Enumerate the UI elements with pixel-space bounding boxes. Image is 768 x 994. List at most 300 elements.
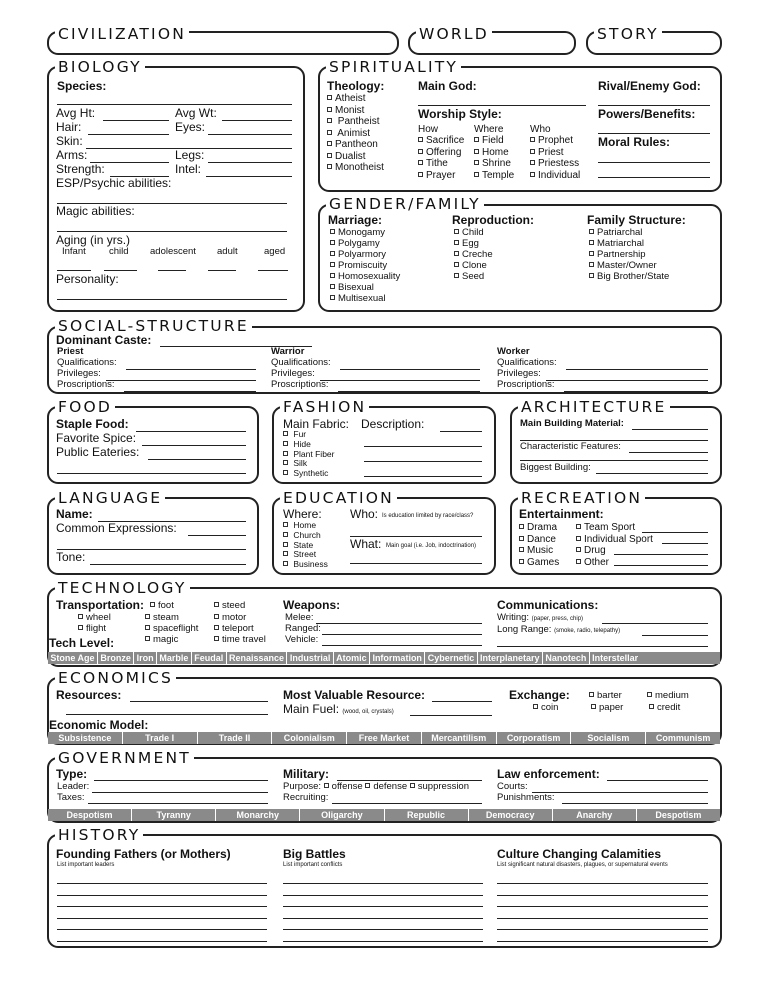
history-line[interactable] (57, 895, 267, 896)
courts-line[interactable] (532, 792, 708, 793)
checkbox-icon[interactable] (519, 559, 524, 564)
worker-qual-line[interactable] (566, 369, 708, 370)
checkbox-icon[interactable] (418, 149, 423, 154)
exchange-paper[interactable] (591, 703, 623, 714)
checkbox-icon[interactable] (474, 149, 479, 154)
checkbox-icon[interactable] (418, 137, 423, 142)
checkbox-icon[interactable] (330, 273, 335, 278)
recreation-individual-sport[interactable] (576, 534, 653, 546)
checkbox-icon[interactable] (283, 470, 288, 475)
economics-title: ECONOMICS (55, 670, 176, 686)
checkbox-icon[interactable] (283, 460, 288, 465)
age-child-line[interactable] (104, 270, 137, 271)
checkbox-icon[interactable] (283, 451, 288, 456)
theology-pantheon[interactable] (327, 139, 384, 151)
staple-food-line[interactable] (136, 431, 246, 432)
checkbox-icon[interactable] (647, 692, 652, 697)
history-line[interactable] (57, 941, 267, 942)
how-sacrifice[interactable] (418, 135, 464, 147)
tech-level-10[interactable]: Interplanetary (478, 652, 543, 664)
expressions-line-2[interactable] (57, 549, 246, 550)
recruiting-line[interactable] (332, 803, 482, 804)
education-who-label: Who: (350, 507, 379, 521)
option-label: Master/Owner (597, 259, 657, 271)
checkbox-icon[interactable] (589, 273, 594, 278)
tech-level-6[interactable]: Industrial (287, 652, 333, 664)
checkbox-icon[interactable] (474, 172, 479, 177)
architecture-line-4[interactable] (520, 460, 708, 461)
checkbox-icon[interactable] (283, 561, 288, 566)
checkbox-icon[interactable] (327, 107, 332, 112)
dominant-caste-label: Dominant Caste: (56, 333, 152, 347)
tech-level-5[interactable]: Renaissance (227, 652, 288, 664)
checkbox-icon[interactable] (589, 251, 594, 256)
economic-model-8[interactable]: Communism (655, 733, 711, 743)
favorite-spice-label: Favorite Spice: (56, 431, 137, 445)
checkbox-icon[interactable] (327, 130, 332, 135)
economic-model-label: Economic Model: (49, 718, 149, 732)
history-line[interactable] (497, 929, 708, 930)
taxes-line[interactable] (88, 803, 268, 804)
food-extra-line[interactable] (57, 473, 246, 474)
checkbox-icon[interactable] (283, 431, 288, 436)
checkbox-icon[interactable] (330, 229, 335, 234)
government-type-3[interactable]: Oligarchy (300, 809, 384, 821)
resources-label: Resources: (56, 688, 122, 702)
age-aged-line[interactable] (258, 270, 288, 271)
intel-line[interactable] (206, 176, 292, 177)
moral-line-2[interactable] (598, 177, 710, 178)
transportation-label: Transportation: (56, 598, 145, 612)
recreation-dance[interactable] (519, 534, 559, 546)
checkbox-icon[interactable] (576, 559, 581, 564)
checkbox-icon[interactable] (519, 536, 524, 541)
education-business[interactable] (283, 560, 328, 570)
option-label: Polyarmory (338, 248, 387, 260)
eyes-label: Eyes: (175, 120, 206, 134)
recreation-games[interactable] (519, 557, 559, 569)
option-label: Polygamy (338, 237, 380, 249)
recreation-other[interactable] (576, 557, 653, 569)
where-shrine[interactable] (474, 158, 514, 170)
communications-label: Communications: (497, 598, 599, 612)
option-label: Home (293, 520, 317, 530)
option-label: barter (597, 690, 622, 701)
writing-note: (paper, press, chip) (531, 616, 584, 622)
checkbox-icon[interactable] (330, 262, 335, 267)
where-temple[interactable] (474, 170, 514, 182)
food-title: FOOD (55, 399, 115, 415)
who-priestess[interactable] (530, 158, 580, 170)
checkbox-icon[interactable] (589, 240, 594, 245)
option-label: Patriarchal (597, 227, 643, 238)
recruiting-label: Recruiting: (283, 792, 329, 803)
age-adolescent-line[interactable] (158, 270, 186, 271)
option-label: Tithe (426, 158, 448, 169)
checkbox-icon[interactable] (145, 614, 150, 619)
checkbox-icon[interactable] (330, 295, 335, 300)
economic-model-3[interactable]: Colonialism (272, 732, 347, 744)
punishments-line[interactable] (562, 803, 708, 804)
how-tithe[interactable] (418, 158, 464, 170)
checkbox-icon[interactable] (589, 262, 594, 267)
history-line[interactable] (57, 929, 267, 930)
option-label: Prayer (426, 169, 456, 181)
option-label: medium (655, 690, 689, 701)
worker-proscriptions: Proscriptions: (497, 379, 555, 390)
exchange-coin[interactable] (533, 703, 558, 714)
history-line[interactable] (497, 918, 708, 919)
economic-model-0[interactable]: Subsistence (48, 732, 123, 744)
how-label: How (418, 124, 439, 135)
checkbox-icon[interactable] (454, 262, 459, 267)
priest-pros-line[interactable] (124, 391, 256, 392)
checkbox-icon[interactable] (576, 536, 581, 541)
government-type-6[interactable]: Anarchy (553, 809, 637, 821)
warrior-priv-line[interactable] (320, 380, 480, 381)
checkbox-icon[interactable] (533, 704, 538, 709)
tone-line[interactable] (90, 564, 246, 565)
checkbox-icon[interactable] (330, 251, 335, 256)
checkbox-icon[interactable] (649, 704, 654, 709)
age-infant-line[interactable] (57, 270, 91, 271)
personality-line[interactable] (57, 299, 287, 300)
fashion-desc-line-3[interactable] (364, 476, 482, 477)
checkbox-icon[interactable] (530, 137, 535, 142)
story-title: STORY (594, 26, 662, 42)
theology-atheist[interactable] (327, 93, 384, 105)
education-title: EDUCATION (280, 490, 397, 506)
theology-monotheist[interactable] (327, 162, 384, 174)
theology-dualist[interactable] (327, 151, 384, 163)
checkbox-icon[interactable] (418, 160, 423, 165)
long-range-line[interactable] (642, 635, 708, 636)
theology-animist[interactable] (327, 128, 384, 140)
exchange-barter[interactable] (589, 691, 622, 702)
checkbox-icon[interactable] (327, 95, 332, 100)
tech-level-1[interactable]: Bronze (98, 652, 134, 664)
main-fuel-note: (wood, oil, crystals) (342, 709, 394, 715)
priest-qualifications: Qualifications: (57, 357, 117, 368)
melee-label: Melee: (285, 612, 314, 623)
vehicle-label: Vehicle: (285, 634, 319, 645)
tech-level-2[interactable]: Iron (134, 652, 157, 664)
checkbox-icon[interactable] (576, 524, 581, 529)
warrior-qualifications: Qualifications: (271, 357, 331, 368)
writing-line[interactable] (602, 623, 708, 624)
transport-flight[interactable] (78, 624, 106, 635)
checkbox-icon[interactable] (519, 524, 524, 529)
checkbox-icon[interactable] (145, 636, 150, 641)
main-god-line[interactable] (418, 105, 586, 106)
social-structure-title: SOCIAL-STRUCTURE (55, 318, 252, 334)
worker-pros-line[interactable] (564, 391, 708, 392)
history-line[interactable] (283, 929, 483, 930)
marriage-multisexual[interactable] (330, 294, 400, 305)
checkbox-icon[interactable] (589, 229, 594, 234)
magic-label: Magic abilities: (56, 204, 135, 218)
option-label: coin (541, 702, 559, 713)
tech-level-11[interactable]: Nanotech (543, 652, 590, 664)
law-enforcement-label: Law enforcement: (497, 767, 600, 781)
recreation-drama[interactable] (519, 522, 559, 534)
transport-time-travel[interactable] (214, 635, 266, 646)
team-sport-line[interactable] (642, 532, 708, 533)
recreation-music[interactable] (519, 545, 559, 557)
checkbox-icon[interactable] (327, 118, 332, 123)
checkbox-icon[interactable] (145, 625, 150, 630)
who-prophet[interactable] (530, 135, 580, 147)
main-fuel-line[interactable] (410, 715, 492, 716)
who-priest[interactable] (530, 147, 580, 159)
checkbox-icon[interactable] (330, 240, 335, 245)
avg-wt-line[interactable] (222, 120, 292, 121)
worship-where-options (474, 135, 514, 181)
valuable-resource-line[interactable] (432, 701, 492, 702)
worker-priv-line[interactable] (546, 380, 708, 381)
checkbox-icon[interactable] (454, 251, 459, 256)
checkbox-icon[interactable] (530, 172, 535, 177)
moral-line-1[interactable] (598, 162, 710, 163)
worker-privileges: Privileges: (497, 368, 541, 379)
government-type-7[interactable]: Despotism (655, 810, 702, 820)
history-line[interactable] (497, 941, 708, 942)
option-label: Multisexual (338, 292, 386, 304)
checkbox-icon[interactable] (365, 783, 370, 788)
checkbox-icon[interactable] (330, 284, 335, 289)
checkbox-icon[interactable] (589, 692, 594, 697)
checkbox-icon[interactable] (214, 625, 219, 630)
avg-ht-line[interactable] (103, 120, 169, 121)
history-line[interactable] (283, 883, 483, 884)
ranged-line[interactable] (322, 634, 482, 635)
economic-model-2[interactable]: Trade II (198, 732, 273, 744)
government-type-5[interactable]: Democracy (469, 809, 553, 821)
economic-model-1[interactable]: Trade I (123, 732, 198, 744)
history-line[interactable] (283, 895, 483, 896)
option-label: steam (153, 612, 179, 623)
option-label: Priestess (538, 158, 580, 169)
reproduction-seed[interactable] (454, 272, 493, 283)
priest-proscriptions: Proscriptions: (57, 379, 115, 390)
priest-privileges: Privileges: (57, 368, 101, 379)
arms-label: Arms: (56, 148, 88, 162)
checkbox-icon[interactable] (327, 164, 332, 169)
economic-model-5[interactable]: Mercantilism (422, 732, 497, 744)
species-line[interactable] (57, 104, 292, 105)
history-line[interactable] (57, 906, 267, 907)
option-label: Animist (337, 127, 371, 139)
option-label: State (293, 539, 314, 550)
fashion-desc-line-1[interactable] (364, 446, 482, 447)
checkbox-icon[interactable] (418, 172, 423, 177)
option-label: Drug (584, 545, 606, 556)
checkbox-icon[interactable] (576, 547, 581, 552)
legs-line[interactable] (208, 162, 292, 163)
fabric-synthetic[interactable] (283, 469, 334, 479)
transport-magic[interactable] (145, 635, 178, 646)
checkbox-icon[interactable] (283, 522, 288, 527)
history-line[interactable] (283, 918, 483, 919)
exchange-credit[interactable] (649, 703, 680, 714)
transport-foot[interactable] (150, 601, 174, 612)
checkbox-icon[interactable] (283, 551, 288, 556)
economic-model-4[interactable]: Free Market (347, 732, 422, 744)
tech-level-9[interactable]: Cybernetic (425, 652, 477, 664)
tech-level-0[interactable]: Stone Age (48, 652, 98, 664)
long-range-note: (smoke, radio, telepathy) (554, 628, 621, 634)
other-line[interactable] (614, 565, 708, 566)
theology-monist[interactable] (327, 105, 384, 117)
powers-line[interactable] (598, 133, 710, 134)
history-line[interactable] (497, 906, 708, 907)
taxes-label: Taxes: (57, 792, 85, 803)
drug-line[interactable] (614, 554, 708, 555)
courts-label: Courts: (497, 781, 528, 792)
checkbox-icon[interactable] (283, 441, 288, 446)
checkbox-icon[interactable] (214, 636, 219, 641)
government-type-strip (48, 809, 720, 821)
eateries-line[interactable] (148, 459, 246, 460)
warrior-pros-line[interactable] (338, 391, 480, 392)
history-line[interactable] (497, 895, 708, 896)
option-label: defense (373, 781, 408, 792)
option-label: time travel (222, 634, 266, 645)
checkbox-icon[interactable] (530, 149, 535, 154)
checkbox-icon[interactable] (78, 625, 83, 630)
option-label: Pantheon (335, 139, 378, 150)
checkbox-icon[interactable] (283, 542, 288, 547)
who-individual[interactable] (530, 170, 580, 182)
battles-label: Big Battles (283, 847, 346, 861)
option-label: Monotheist (335, 162, 384, 173)
family-big-brother[interactable] (589, 272, 669, 283)
transport-steed[interactable] (214, 601, 245, 612)
how-prayer[interactable] (418, 170, 464, 182)
tech-level-8[interactable]: Information (370, 652, 425, 664)
hair-line[interactable] (88, 134, 169, 135)
moral-rules-label: Moral Rules: (598, 135, 671, 149)
history-line[interactable] (283, 906, 483, 907)
warrior-qual-line[interactable] (340, 369, 480, 370)
checkbox-icon[interactable] (78, 614, 83, 619)
building-material-line[interactable] (632, 429, 708, 430)
leader-line[interactable] (92, 792, 268, 793)
military-label: Military: (283, 767, 330, 781)
checkbox-icon[interactable] (324, 783, 329, 788)
government-type-1[interactable]: Tyranny (132, 809, 216, 821)
warrior-proscriptions: Proscriptions: (271, 379, 329, 390)
option-label: Dance (527, 533, 556, 545)
expressions-line[interactable] (188, 535, 246, 536)
tech-level-3[interactable]: Marble (157, 652, 192, 664)
who-label: Who (530, 124, 551, 135)
rival-god-line[interactable] (598, 105, 710, 106)
exchange-medium[interactable] (647, 691, 689, 702)
checkbox-icon[interactable] (474, 137, 479, 142)
characteristic-features-label: Characteristic Features: (520, 441, 621, 452)
where-field[interactable] (474, 135, 514, 147)
checkbox-icon[interactable] (454, 240, 459, 245)
economic-model-6[interactable]: Corporatism (497, 732, 572, 744)
economic-model-strip (48, 732, 720, 744)
melee-line[interactable] (316, 623, 482, 624)
fashion-desc-line-2[interactable] (364, 461, 482, 462)
description-line[interactable] (440, 431, 482, 432)
how-offering[interactable] (418, 147, 464, 159)
checkbox-icon[interactable] (454, 273, 459, 278)
history-line[interactable] (283, 941, 483, 942)
worship-style-label: Worship Style: (418, 107, 502, 121)
skin-label: Skin: (56, 134, 83, 148)
eyes-line[interactable] (208, 134, 292, 135)
resources-line[interactable] (130, 701, 268, 702)
history-line[interactable] (497, 883, 708, 884)
theology-pantheist[interactable] (327, 116, 384, 128)
option-label: suppression (417, 781, 469, 792)
government-type-2[interactable]: Monarchy (216, 809, 300, 821)
checkbox-icon[interactable] (150, 602, 155, 607)
where-home[interactable] (474, 147, 514, 159)
checkbox-icon[interactable] (283, 532, 288, 537)
checkbox-icon[interactable] (327, 141, 332, 146)
checkbox-icon[interactable] (519, 547, 524, 552)
age-adolescent: adolescent (150, 246, 196, 257)
features-line[interactable] (629, 452, 708, 453)
resources-line-2[interactable] (66, 714, 268, 715)
biology-title: BIOLOGY (55, 59, 145, 75)
economic-model-7[interactable]: Socialism (571, 732, 646, 744)
option-label: Home (482, 146, 509, 158)
checkbox-icon[interactable] (214, 614, 219, 619)
caste-priest: Priest (57, 346, 84, 357)
tech-level-7[interactable]: Atomic (334, 652, 370, 664)
vehicle-line[interactable] (322, 645, 482, 646)
magic-line[interactable] (57, 231, 287, 232)
government-type-0[interactable]: Despotism (48, 809, 132, 821)
option-label: Big Brother/State (597, 270, 670, 282)
checkbox-icon[interactable] (591, 704, 596, 709)
checkbox-icon[interactable] (454, 229, 459, 234)
tech-level-4[interactable]: Feudal (192, 652, 227, 664)
individual-sport-line[interactable] (662, 543, 708, 544)
education-what-line[interactable] (350, 563, 482, 564)
communications-extra-line[interactable] (497, 646, 708, 647)
priest-priv-line[interactable] (106, 380, 256, 381)
government-type-4[interactable]: Republic (385, 809, 469, 821)
history-line[interactable] (57, 918, 267, 919)
calamities-note: List significant natural disasters, plagues, or supernatural events (497, 862, 668, 868)
checkbox-icon[interactable] (327, 153, 332, 158)
biggest-building-line[interactable] (596, 473, 708, 474)
history-line[interactable] (57, 883, 267, 884)
main-fabric-label: Main Fabric: (283, 417, 350, 431)
option-label: Sacrifice (426, 135, 465, 146)
tech-level-12[interactable]: Interstellar (592, 653, 639, 663)
checkbox-icon[interactable] (474, 160, 479, 165)
government-type-line[interactable] (94, 780, 268, 781)
option-label: Pantheist (337, 116, 380, 127)
priest-qual-line[interactable] (126, 369, 256, 370)
checkbox-icon[interactable] (410, 783, 415, 788)
checkbox-icon[interactable] (214, 602, 219, 607)
checkbox-icon[interactable] (530, 160, 535, 165)
where-label: Where (474, 124, 504, 135)
option-label: spaceflight (153, 623, 199, 634)
spice-line[interactable] (142, 445, 246, 446)
law-enforcement-line[interactable] (607, 780, 708, 781)
age-adult-line[interactable] (208, 270, 236, 271)
